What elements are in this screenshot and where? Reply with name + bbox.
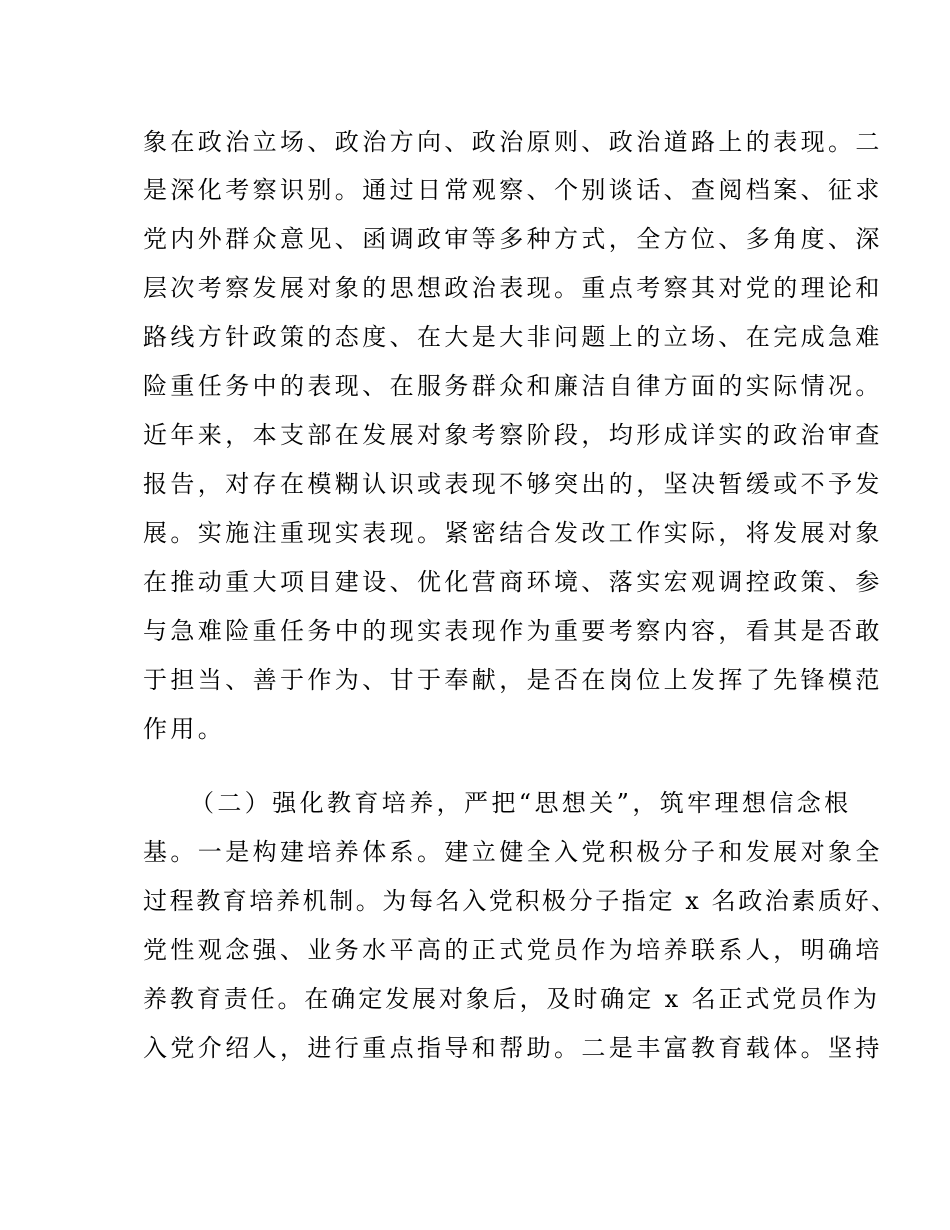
text-line: 层次考察发展对象的思想政治表现。重点考察其对党的理论和 bbox=[143, 274, 883, 302]
text-line: 近年来，本支部在发展对象考察阶段，均形成详实的政治审查 bbox=[143, 421, 883, 449]
text-line: 于担当、善于作为、甘于奉献，是否在岗位上发挥了先锋模范 bbox=[143, 666, 883, 694]
text-line: 作用。 bbox=[143, 715, 226, 743]
text-line: 过程教育培养机制。为每名入党积极分子指定 x 名政治素质好、 bbox=[143, 887, 898, 915]
text-line: 路线方针政策的态度、在大是大非问题上的立场、在完成急难 bbox=[143, 323, 883, 351]
text-line: 险重任务中的表现、在服务群众和廉洁自律方面的实际情况。 bbox=[143, 372, 883, 400]
section-heading-line: （二）强化教育培养，严把“思想关”，筑牢理想信念根 bbox=[190, 789, 852, 817]
text-line: 与急难险重任务中的现实表现作为重要考察内容，看其是否敢 bbox=[143, 617, 883, 645]
text-line: 展。实施注重现实表现。紧密结合发改工作实际，将发展对象 bbox=[143, 519, 883, 547]
text-line: 基。一是构建培养体系。建立健全入党积极分子和发展对象全 bbox=[143, 838, 883, 866]
text-line: 党内外群众意见、函调政审等多种方式，全方位、多角度、深 bbox=[143, 225, 883, 253]
text-line: 报告，对存在模糊认识或表现不够突出的，坚决暂缓或不予发 bbox=[143, 470, 883, 498]
text-line: 是深化考察识别。通过日常观察、个别谈话、查阅档案、征求 bbox=[143, 176, 883, 204]
text-line: 入党介绍人，进行重点指导和帮助。二是丰富教育载体。坚持 bbox=[143, 1034, 883, 1062]
text-line: 在推动重大项目建设、优化营商环境、落实宏观调控政策、参 bbox=[143, 568, 883, 596]
text-line: 象在政治立场、政治方向、政治原则、政治道路上的表现。二 bbox=[143, 128, 883, 156]
text-line: 党性观念强、业务水平高的正式党员作为培养联系人，明确培 bbox=[143, 936, 883, 964]
text-line: 养教育责任。在确定发展对象后，及时确定 x 名正式党员作为 bbox=[143, 985, 880, 1013]
